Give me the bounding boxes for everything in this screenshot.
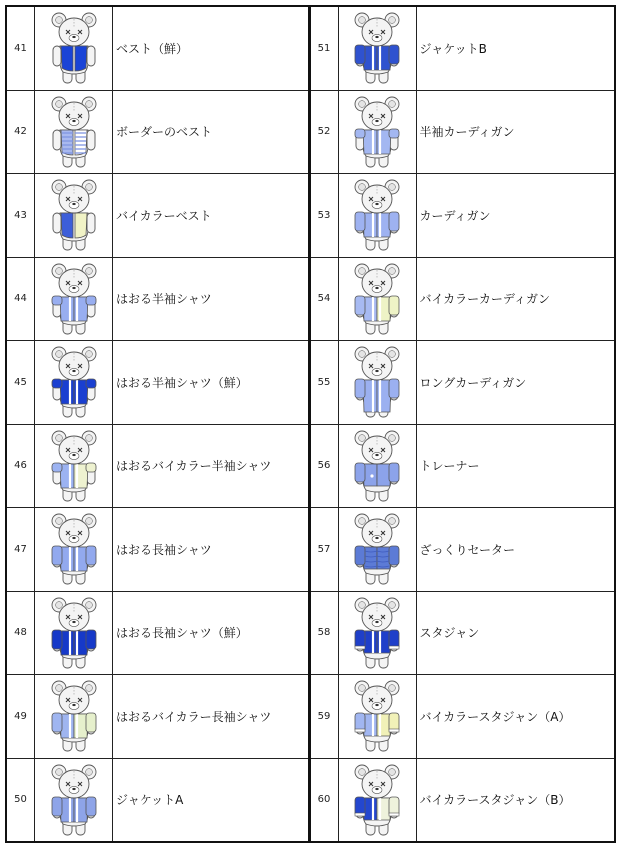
right-column bbox=[311, 7, 615, 841]
bear-figure bbox=[41, 175, 107, 255]
item-number: 60 bbox=[311, 759, 339, 842]
item-number: 47 bbox=[7, 508, 35, 591]
table-row bbox=[7, 7, 308, 91]
item-number: 52 bbox=[311, 91, 339, 174]
bear-figure bbox=[344, 342, 410, 422]
table-row bbox=[7, 759, 308, 842]
bear-image bbox=[339, 425, 417, 508]
item-name: トレーナー bbox=[419, 459, 480, 474]
bear-image bbox=[339, 174, 417, 257]
bear-image bbox=[35, 592, 113, 675]
item-name: 半袖カーディガン bbox=[419, 125, 515, 140]
item-name: はおるバイカラー長袖シャツ bbox=[116, 709, 272, 724]
table-row bbox=[311, 174, 615, 258]
bear-image bbox=[339, 592, 417, 675]
bear-image bbox=[35, 759, 113, 842]
item-name: ロングカーディガン bbox=[419, 375, 527, 390]
left-column bbox=[7, 7, 311, 841]
bear-figure bbox=[41, 760, 107, 840]
item-name: はおる長袖シャツ bbox=[116, 542, 212, 557]
bear-figure bbox=[41, 509, 107, 589]
table-row bbox=[7, 258, 308, 342]
item-number: 41 bbox=[7, 7, 35, 90]
table-row bbox=[311, 759, 615, 842]
bear-image bbox=[35, 258, 113, 341]
bear-figure bbox=[41, 259, 107, 339]
bear-figure bbox=[344, 593, 410, 673]
table-row bbox=[7, 508, 308, 592]
bear-figure bbox=[41, 342, 107, 422]
bear-image bbox=[35, 174, 113, 257]
table-row bbox=[7, 174, 308, 258]
table-row bbox=[7, 91, 308, 175]
bear-image bbox=[339, 759, 417, 842]
bear-figure bbox=[41, 593, 107, 673]
item-name: ざっくりセーター bbox=[419, 542, 516, 557]
item-number: 42 bbox=[7, 91, 35, 174]
item-name: ジャケットB bbox=[419, 41, 487, 56]
item-number: 44 bbox=[7, 258, 35, 341]
table-row bbox=[311, 675, 615, 759]
bear-figure bbox=[41, 92, 107, 172]
item-name: はおるバイカラー半袖シャツ bbox=[116, 459, 272, 474]
bear-image bbox=[339, 91, 417, 174]
item-number: 51 bbox=[311, 7, 339, 90]
item-name: はおる半袖シャツ bbox=[116, 292, 212, 307]
item-name: はおる半袖シャツ（鮮） bbox=[116, 375, 248, 390]
bear-figure bbox=[41, 676, 107, 756]
item-name: スタジャン bbox=[419, 626, 480, 641]
table-row bbox=[311, 592, 615, 676]
item-number: 48 bbox=[7, 592, 35, 675]
bear-image bbox=[35, 675, 113, 758]
item-name: カーディガン bbox=[419, 208, 491, 223]
item-name: バイカラースタジャン（A） bbox=[419, 709, 571, 724]
table-row bbox=[7, 341, 308, 425]
bear-image bbox=[339, 675, 417, 758]
table-row bbox=[311, 425, 615, 509]
item-name: ベスト（鮮） bbox=[116, 41, 189, 56]
bear-figure bbox=[41, 426, 107, 506]
table-row bbox=[311, 341, 615, 425]
item-name: バイカラースタジャン（B） bbox=[419, 793, 571, 808]
item-name: バイカラーカーディガン bbox=[419, 292, 550, 307]
item-number: 45 bbox=[7, 341, 35, 424]
bear-figure bbox=[344, 175, 410, 255]
bear-image bbox=[35, 341, 113, 424]
bear-figure bbox=[344, 259, 410, 339]
bear-figure bbox=[344, 92, 410, 172]
item-number: 54 bbox=[311, 258, 339, 341]
item-name: ボーダーのベスト bbox=[116, 125, 213, 140]
bear-image bbox=[339, 7, 417, 90]
bear-figure bbox=[344, 8, 410, 88]
bear-image bbox=[339, 258, 417, 341]
catalog-table bbox=[5, 5, 616, 843]
item-number: 58 bbox=[311, 592, 339, 675]
bear-figure bbox=[344, 509, 410, 589]
item-name: はおる長袖シャツ（鮮） bbox=[116, 626, 248, 641]
bear-image bbox=[35, 7, 113, 90]
table-row bbox=[311, 91, 615, 175]
item-number: 50 bbox=[7, 759, 35, 842]
bear-figure bbox=[41, 8, 107, 88]
item-number: 55 bbox=[311, 341, 339, 424]
table-row bbox=[7, 675, 308, 759]
item-name: ジャケットA bbox=[116, 793, 184, 808]
table-row bbox=[7, 425, 308, 509]
table-row bbox=[311, 508, 615, 592]
bear-image bbox=[35, 425, 113, 508]
item-name: バイカラーベスト bbox=[116, 208, 212, 223]
item-number: 53 bbox=[311, 174, 339, 257]
item-number: 49 bbox=[7, 675, 35, 758]
item-number: 56 bbox=[311, 425, 339, 508]
item-number: 46 bbox=[7, 425, 35, 508]
bear-figure bbox=[344, 760, 410, 840]
bear-figure bbox=[344, 426, 410, 506]
item-number: 57 bbox=[311, 508, 339, 591]
bear-image bbox=[339, 341, 417, 424]
bear-image bbox=[35, 91, 113, 174]
item-number: 59 bbox=[311, 675, 339, 758]
table-row bbox=[7, 592, 308, 676]
table-row bbox=[311, 258, 615, 342]
item-number: 43 bbox=[7, 174, 35, 257]
table-row bbox=[311, 7, 615, 91]
bear-figure bbox=[344, 676, 410, 756]
bear-image bbox=[339, 508, 417, 591]
bear-image bbox=[35, 508, 113, 591]
